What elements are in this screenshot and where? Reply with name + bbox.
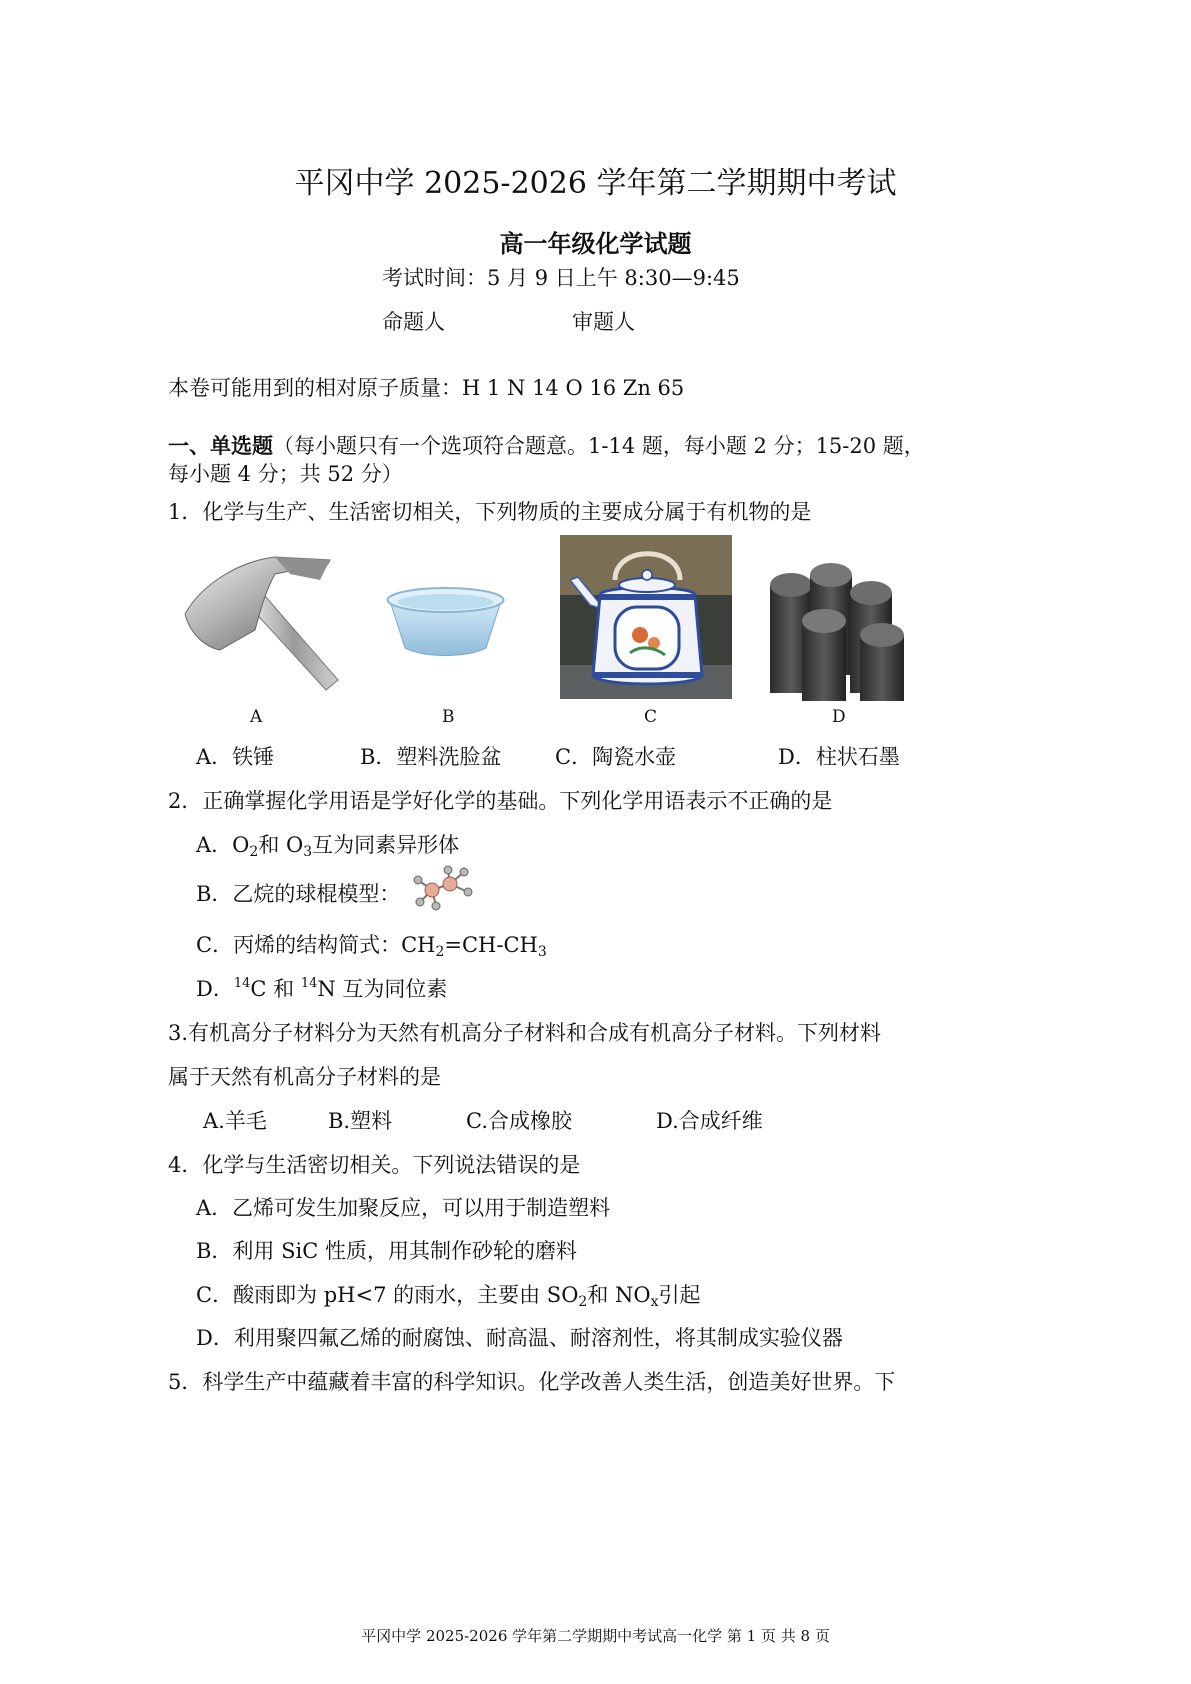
exam-title: 平冈中学 2025-2026 学年第二学期期中考试 (294, 166, 897, 201)
q4-option-d: D．利用聚四氟乙烯的耐腐蚀、耐高温、耐溶剂性，将其制成实验仪器 (196, 1326, 843, 1350)
atomic-masses: 本卷可能用到的相对原子质量：H 1 N 14 O 16 Zn 65 (168, 376, 685, 400)
q1-option-c: C．陶瓷水壶 (555, 745, 677, 769)
q1-option-b: B．塑料洗脸盆 (360, 745, 502, 769)
q4-option-c: C．酸雨即为 pH<7 的雨水，主要由 $SO_2$和 $NO_x$引起 (196, 1283, 701, 1310)
reviewer-label: 审题人 (572, 310, 635, 334)
q2-option-b: B．乙烷的球棍模型： (196, 882, 401, 906)
setter-label: 命题人 (382, 310, 445, 334)
page-footer: 平冈中学 2025-2026 学年第二学期期中考试高一化学 第 1 页 共 8 页 (361, 1627, 830, 1645)
section-instruction: （每小题只有一个选项符合题意。1-14 题，每小题 2 分；15-20 题， (273, 434, 925, 458)
pic-label-a: A (250, 707, 263, 727)
question-4-stem: 4．化学与生活密切相关。下列说法错误的是 (168, 1153, 581, 1177)
plastic-basin-image (383, 582, 508, 662)
question-2-stem: 2．正确掌握化学用语是学好化学的基础。下列化学用语表示不正确的是 (168, 789, 833, 813)
exam-time: 考试时间：5 月 9 日上午 8:30—9:45 (382, 266, 740, 290)
pic-label-b: B (442, 707, 455, 727)
exam-subtitle: 高一年级化学试题 (499, 229, 692, 258)
ceramic-teapot-image (560, 535, 732, 699)
question-3-stem-line2: 属于天然有机高分子材料的是 (168, 1065, 441, 1089)
section-heading (168, 430, 925, 460)
q3-option-b: B.塑料 (328, 1109, 393, 1133)
q2-option-c: C．丙烯的结构简式：$CH_2=CH-CH_3$ (196, 933, 547, 960)
q2-option-d: D．$^{14}$C 和 $^{14}$N 互为同位素 (196, 976, 448, 1001)
q3-option-c: C.合成橡胶 (466, 1109, 572, 1133)
q3-option-d: D.合成纤维 (656, 1109, 763, 1133)
question-3-stem-line1: 3.有机高分子材料分为天然有机高分子材料和合成有机高分子材料。下列材料 (168, 1021, 882, 1045)
question-5-stem: 5．科学生产中蕴藏着丰富的科学知识。化学改善人类生活，创造美好世界。下 (168, 1370, 896, 1394)
ethane-ball-stick-model (408, 864, 476, 914)
section-title: 一、单选题 (168, 433, 273, 458)
pic-label-c: C (644, 707, 658, 727)
question-1-stem: 1．化学与生产、生活密切相关，下列物质的主要成分属于有机物的是 (168, 500, 812, 524)
q3-option-a: A.羊毛 (203, 1109, 267, 1133)
q1-option-a: A．铁锤 (196, 745, 275, 769)
pic-label-d: D (832, 707, 846, 727)
q2-option-a: A．$O_2$和 $O_3$互为同素异形体 (196, 833, 460, 860)
hammer-image (180, 552, 340, 692)
q4-option-b: B．利用 SiC 性质，用其制作砂轮的磨料 (196, 1239, 577, 1263)
q1-option-d: D．柱状石墨 (778, 745, 900, 769)
graphite-rods-image (762, 563, 914, 701)
q4-option-a: A．乙烯可发生加聚反应，可以用于制造塑料 (196, 1196, 611, 1220)
section-instruction-cont: 每小题 4 分；共 52 分） (168, 462, 403, 486)
